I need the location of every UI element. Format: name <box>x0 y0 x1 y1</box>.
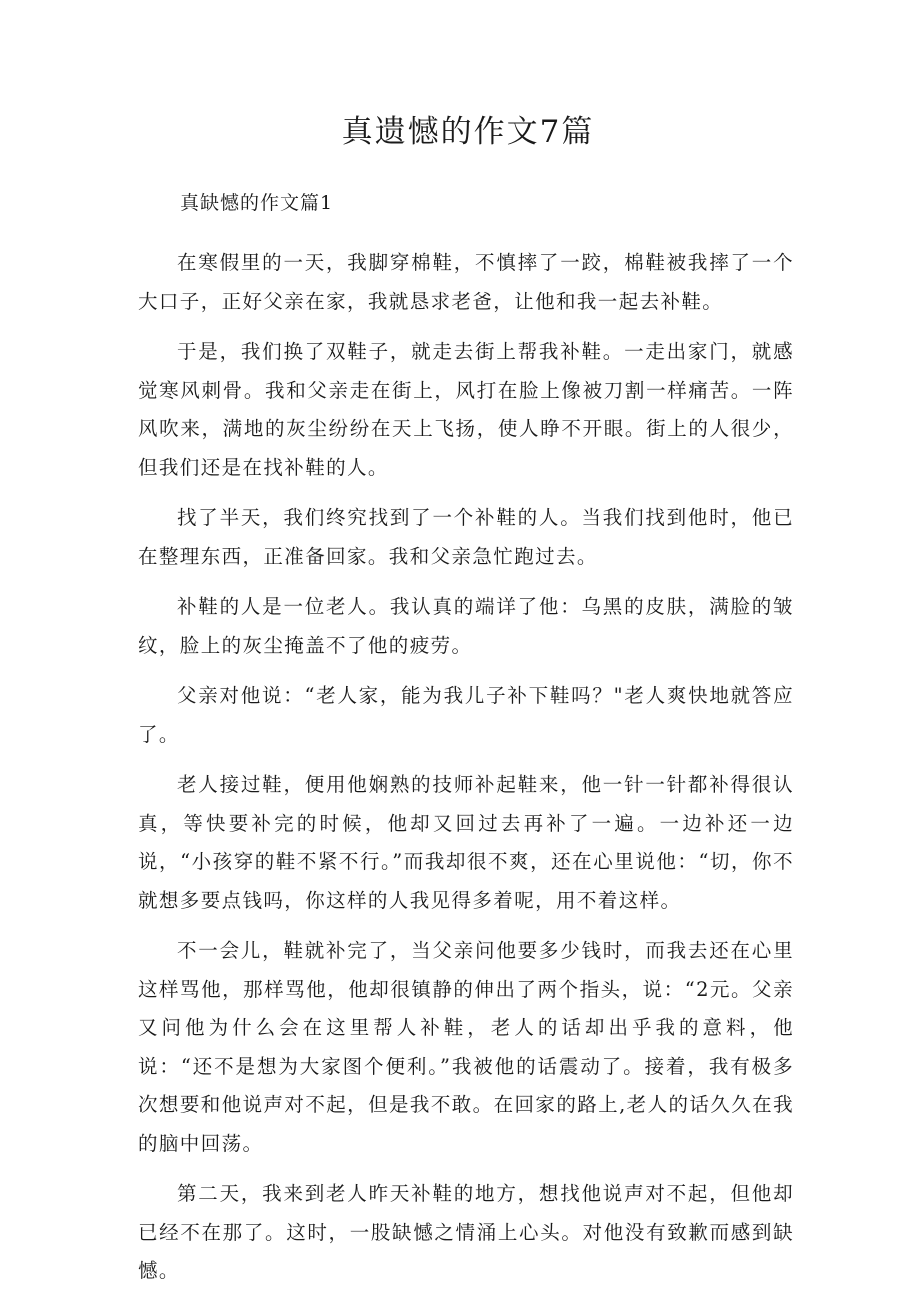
paragraph-8: 第二天，我来到老人昨天补鞋的地方，想找他说声对不起，但他却已经不在那了。这时，一股缺憾之情涌上心头。对他没有致歉而感到缺憾。 <box>138 1182 794 1282</box>
paragraph-2: 于是，我们换了双鞋子，就走去街上帮我补鞋。一走出家门，就感觉寒风刺骨。我和父亲走在街上，风打在脸上像被刀割一样痛苦。一阵风吹来，满地的灰尘纷纷在天上飞扬，使人睁不开眼。街上的人很少，但我们还是在找补鞋的人。 <box>138 340 794 479</box>
paragraph-6: 老人接过鞋，便用他娴熟的技师补起鞋来，他一针一针都补得很认真，等快要补完的时候，他却又回过去再补了一遍。一边补还一边说，“小孩穿的鞋不紧不行。”而我却很不爽，还在心里说他：“切，你不就想多要点钱吗，你这样的人我见得多着呢，用不着这样。 <box>138 773 794 912</box>
paragraph-1: 在寒假里的一天，我脚穿棉鞋，不慎摔了一跤，棉鞋被我摔了一个大口子，正好父亲在家，我就恳求老爸，让他和我一起去补鞋。 <box>138 251 794 313</box>
paragraph-5: 父亲对他说：“老人家，能为我儿子补下鞋吗？"老人爽快地就答应了。 <box>138 684 794 746</box>
section-heading: 真缺憾的作文篇1 <box>180 192 334 214</box>
document-title: 真遗憾的作文7篇 <box>341 114 595 150</box>
paragraph-3: 找了半天，我们终究找到了一个补鞋的人。当我们找到他时，他已在整理东西，正准备回家。我和父亲急忙跑过去。 <box>138 506 794 568</box>
paragraph-4: 补鞋的人是一位老人。我认真的端详了他：乌黑的皮肤，满脸的皱纹，脸上的灰尘掩盖不了他的疲劳。 <box>138 595 794 657</box>
paragraph-7: 不一会儿，鞋就补完了，当父亲问他要多少钱时，而我去还在心里这样骂他，那样骂他，他却很镇静的伸出了两个指头，说：“2元。父亲又问他为什么会在这里帮人补鞋，老人的话却出乎我的意料，他说：“还不是想为大家图个便利。”我被他的话震动了。接着，我有极多次想要和他说声对不起，但是我不敢。在回家的路上,老人的话久久在我的脑中回荡。 <box>138 939 794 1155</box>
